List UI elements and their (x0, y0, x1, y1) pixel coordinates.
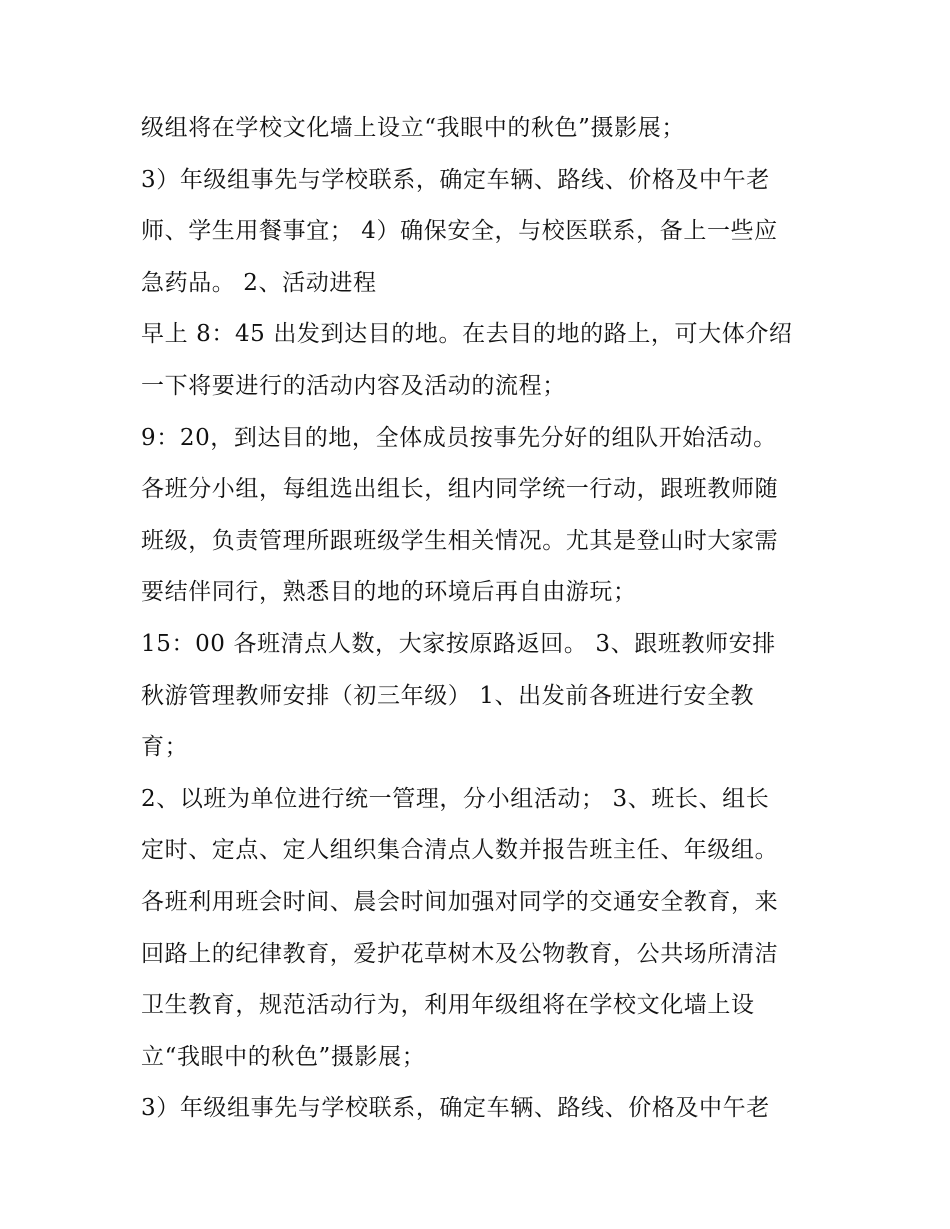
text-line: 3）年级组事先与学校联系，确定车辆、路线、价格及中午老 (141, 1095, 770, 1122)
text-line: 各班利用班会时间、晨会时间加强对同学的交通安全教育，来 (141, 888, 779, 915)
text-line: 2、以班为单位进行统一管理，分小组活动； 3、班长、组长 (141, 785, 770, 812)
text-line: 师、学生用餐事宜； 4）确保安全，与校医联系，备上一些应 (141, 218, 778, 245)
text-line: 秋游管理教师安排（初三年级） 1、出发前各班进行安全教 (141, 682, 755, 709)
text-line: 卫生教育，规范活动行为，利用年级组将在学校文化墙上设 (141, 992, 755, 1019)
text-line: 班级，负责管理所跟班级学生相关情况。尤其是登山时大家需 (141, 527, 779, 554)
text-line: 3）年级组事先与学校联系，确定车辆、路线、价格及中午老 (141, 166, 770, 193)
text-line: 回路上的纪律教育，爱护花草树木及公物教育，公共场所清洁 (141, 940, 779, 967)
text-line: 要结伴同行，熟悉目的地的环境后再自由游玩； (141, 579, 637, 606)
document-body (141, 103, 831, 1135)
text-line: 15：00 各班清点人数，大家按原路返回。 3、跟班教师安排 (141, 630, 776, 657)
text-line: 级组将在学校文化墙上设立“我眼中的秋色”摄影展； (141, 115, 685, 141)
text-line: 急药品。 2、活动进程 (141, 269, 377, 296)
text-line: 定时、定点、定人组织集合清点人数并报告班主任、年级组。 (141, 837, 779, 864)
text-line: 9：20，到达目的地，全体成员按事先分好的组队开始活动。 (141, 424, 777, 451)
text-line: 育； (141, 734, 189, 761)
text-line: 各班分小组，每组选出组长，组内同学统一行动，跟班教师随 (141, 476, 779, 503)
text-line: 早上 8：45 出发到达目的地。在去目的地的路上，可大体介绍 (141, 321, 793, 348)
text-line: 一下将要进行的活动内容及活动的流程； (141, 372, 566, 399)
text-line: 立“我眼中的秋色”摄影展； (141, 1043, 426, 1070)
